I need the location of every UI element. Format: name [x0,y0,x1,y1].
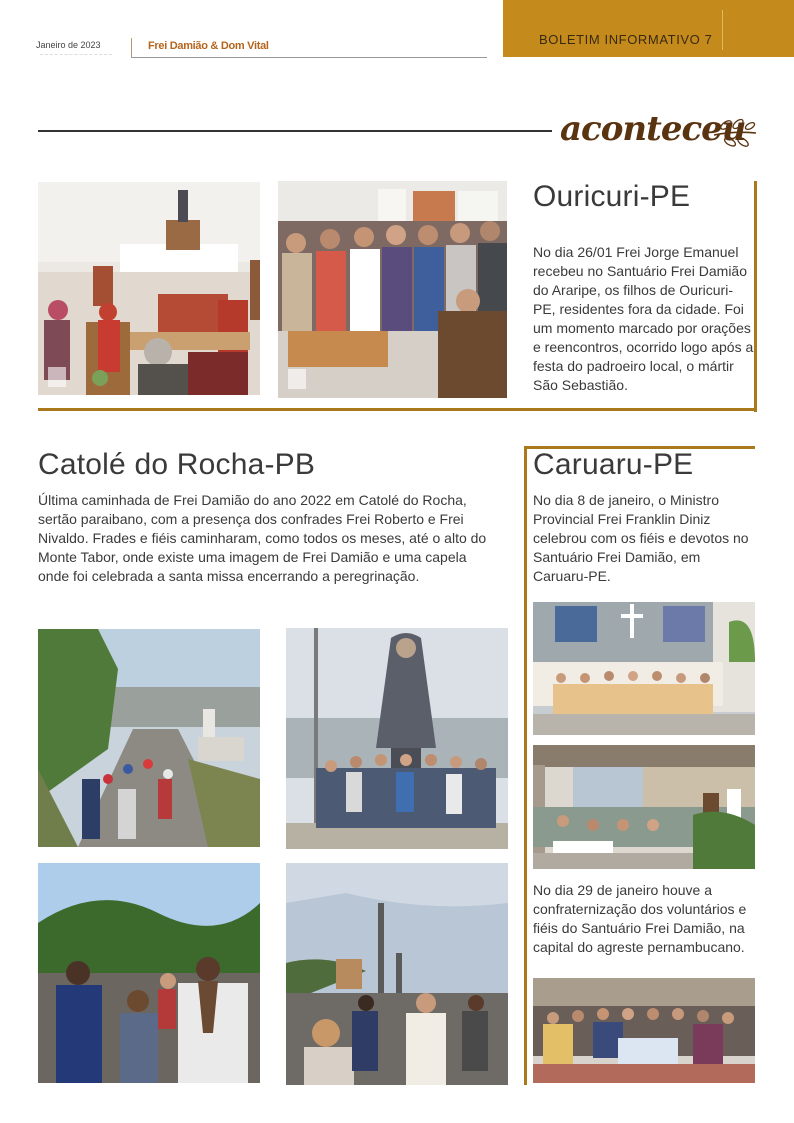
ouricuri-group-photo [278,181,507,398]
catole-procession-photo [38,863,260,1083]
issue-date: Janeiro de 2023 [36,40,101,50]
caruaru-gathering-photo [533,745,755,869]
header-divider [131,38,132,58]
ouricuri-text: No dia 26/01 Frei Jorge Emanuel recebeu no Santuário Frei Damião do Araripe, os filhos de Ouricuri-PE, residentes fora da cidade. Foi um momento marcado por orações e reencontros, ocorrido logo após a festa do padroeiro local, o mártir São Sebastião. [533,244,754,393]
caruaru-title: Caruaru-PE [533,448,694,481]
bulletin-label: BOLETIM INFORMATIVO 7 [539,32,713,47]
caruaru-text-gathering: No dia 29 de janeiro houve a confraternização dos voluntários e fiéis do Santuário Frei Damião, na capital do agreste pernambucano. [533,882,747,955]
catole-text: Última caminhada de Frei Damião do ano 2022 em Catolé do Rocha, sertão paraibano, com a presença dos confrades Frei Roberto e Frei Nivaldo. Frades e fiéis caminharam, como todos os meses, até o alto do Monte Tabor, onde existe uma imagem de Frei Damião e uma capela onde foi celebrada a santa missa encerrando a peregrinação. [38,492,487,584]
ouricuri-title: Ouricuri-PE [533,180,691,213]
section-rule [38,130,552,132]
caruaru-text-mass: No dia 8 de janeiro, o Ministro Provincial Frei Franklin Diniz celebrou com os fiéis e devotos no Santuário Frei Damião, em Caruaru-PE. [533,492,749,584]
header-rule [131,57,487,58]
catole-hill-path-photo [38,629,260,847]
caruaru-volunteers-photo [533,978,755,1083]
ouricuri-frame-right [754,181,757,412]
ouricuri-frame-bottom [38,408,757,411]
date-underline [40,54,112,55]
section-heading: aconteceu [560,109,746,149]
bulletin-banner [503,0,794,57]
catole-title: Catolé do Rocha-PB [38,448,316,481]
caruaru-frame-left [524,446,527,1085]
publication-title: Frei Damião & Dom Vital [148,40,269,52]
leaf-branch-icon [712,115,758,149]
caruaru-mass-photo [533,602,755,735]
bulletin-banner-divider [722,10,723,50]
catole-statue-group-photo [286,628,508,849]
catole-crowd-road-photo [286,863,508,1085]
ouricuri-chapel-photo [38,182,260,395]
